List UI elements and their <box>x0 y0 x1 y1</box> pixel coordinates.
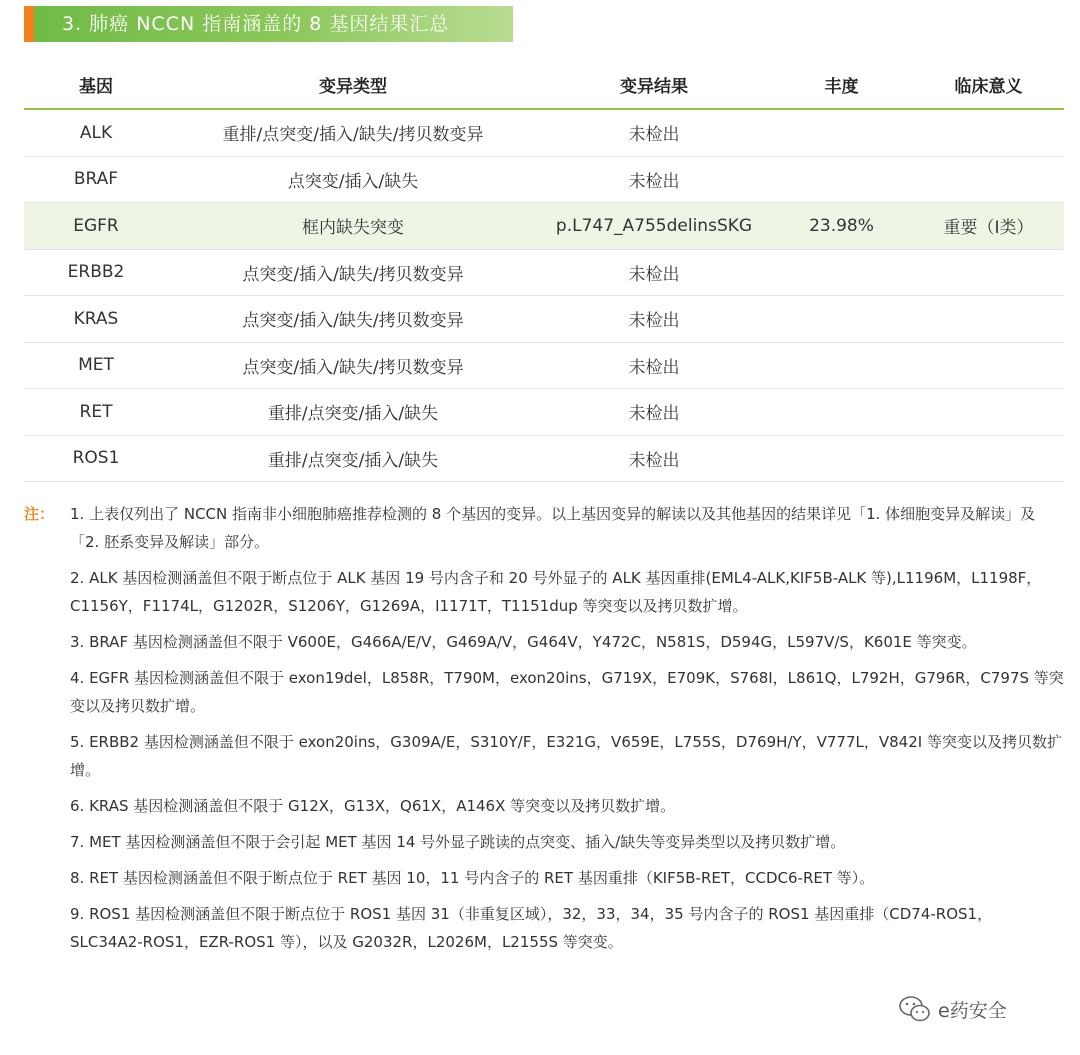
cell-variant-result: p.L747_A755delinsSKG <box>538 203 770 250</box>
cell-gene: EGFR <box>24 203 168 250</box>
cell-abundance <box>770 296 913 343</box>
note-text: 3. BRAF 基因检测涵盖但不限于 V600E，G466A/E/V，G469A/V，G464V，Y472C，N581S，D594G，L597V/S，K601E 等突变。 <box>70 633 977 651</box>
header-variant-result: 变异结果 <box>538 60 770 109</box>
cell-abundance <box>770 109 913 156</box>
cell-clinical-significance <box>913 156 1064 203</box>
table-row-highlighted <box>24 203 1064 250</box>
note-item <box>24 828 1064 856</box>
table-header-row <box>24 60 1064 109</box>
cell-variant-type: 重排/点突变/插入/缺失 <box>168 389 538 436</box>
cell-variant-result: 未检出 <box>538 389 770 436</box>
header-abundance: 丰度 <box>770 60 913 109</box>
cell-clinical-significance <box>913 249 1064 296</box>
cell-abundance <box>770 156 913 203</box>
cell-variant-result: 未检出 <box>538 109 770 156</box>
table-row <box>24 296 1064 343</box>
cell-gene: RET <box>24 389 168 436</box>
section-title: 3. 肺癌 NCCN 指南涵盖的 8 基因结果汇总 <box>62 13 450 35</box>
cell-variant-result: 未检出 <box>538 249 770 296</box>
cell-variant-type: 框内缺失突变 <box>168 203 538 250</box>
cell-variant-type: 重排/点突变/插入/缺失 <box>168 435 538 482</box>
section-header <box>24 6 513 42</box>
gene-results-table <box>24 60 1064 482</box>
cell-gene: MET <box>24 342 168 389</box>
note-item <box>24 728 1064 784</box>
cell-clinical-significance <box>913 435 1064 482</box>
notes-section <box>24 500 1064 964</box>
cell-clinical-significance: 重要（Ⅰ类） <box>913 203 1064 250</box>
cell-clinical-significance <box>913 389 1064 436</box>
note-text: 1. 上表仅列出了 NCCN 指南非小细胞肺癌推荐检测的 8 个基因的变异。以上基因变异的解读以及其他基因的结果详见「1. 体细胞变异及解读」及「2. 胚系变异及解读」部分。 <box>70 505 1036 551</box>
cell-abundance <box>770 389 913 436</box>
cell-abundance <box>770 249 913 296</box>
section-accent-bar <box>24 6 34 42</box>
watermark-text: e药安全 <box>938 999 1007 1022</box>
note-text: 7. MET 基因检测涵盖但不限于会引起 MET 基因 14 号外显子跳读的点突变、插入/缺失等变异类型以及拷贝数扩增。 <box>70 833 846 851</box>
cell-abundance: 23.98% <box>770 203 913 250</box>
cell-gene: ALK <box>24 109 168 156</box>
cell-variant-result: 未检出 <box>538 156 770 203</box>
table-row <box>24 249 1064 296</box>
note-item <box>24 500 1064 556</box>
cell-clinical-significance <box>913 342 1064 389</box>
note-item <box>24 564 1064 620</box>
cell-abundance <box>770 342 913 389</box>
header-clinical-significance: 临床意义 <box>913 60 1064 109</box>
note-text: 9. ROS1 基因检测涵盖但不限于断点位于 ROS1 基因 31（非重复区域），32，33，34，35 号内含子的 ROS1 基因重排（CD74-ROS1，SLC34A2-ROS1，EZR-ROS1 等），以及 G2032R，L2026M，L2155S 等突变。 <box>70 905 993 951</box>
cell-variant-result: 未检出 <box>538 296 770 343</box>
note-text: 5. ERBB2 基因检测涵盖但不限于 exon20ins，G309A/E，S310Y/F，E321G，V659E，L755S，D769H/Y，V777L，V842I 等突变以及拷贝数扩增。 <box>70 733 1062 779</box>
note-text: 4. EGFR 基因检测涵盖但不限于 exon19del，L858R，T790M，exon20ins，G719X，E709K，S768I，L861Q，L792H，G796R，C797S 等突变以及拷贝数扩增。 <box>70 669 1064 715</box>
cell-variant-type: 点突变/插入/缺失 <box>168 156 538 203</box>
cell-clinical-significance <box>913 109 1064 156</box>
cell-clinical-significance <box>913 296 1064 343</box>
header-variant-type: 变异类型 <box>168 60 538 109</box>
cell-variant-result: 未检出 <box>538 435 770 482</box>
note-text: 2. ALK 基因检测涵盖但不限于断点位于 ALK 基因 19 号内含子和 20 号外显子的 ALK 基因重排(EML4-ALK,KIF5B-ALK 等),L1196M，L1198F，C1156Y，F1174L，G1202R，S1206Y，G1269A，I1171T，T1151dup 等突变以及拷贝数扩增。 <box>70 569 1042 615</box>
table-row <box>24 435 1064 482</box>
notes-label: 注： <box>24 505 55 523</box>
watermark <box>898 994 1007 1024</box>
cell-variant-type: 点突变/插入/缺失/拷贝数变异 <box>168 342 538 389</box>
cell-gene: ERBB2 <box>24 249 168 296</box>
note-item <box>24 664 1064 720</box>
cell-abundance <box>770 435 913 482</box>
header-gene: 基因 <box>24 60 168 109</box>
cell-variant-result: 未检出 <box>538 342 770 389</box>
table-row <box>24 156 1064 203</box>
table-row <box>24 109 1064 156</box>
table-row <box>24 389 1064 436</box>
cell-variant-type: 点突变/插入/缺失/拷贝数变异 <box>168 249 538 296</box>
note-item <box>24 864 1064 892</box>
note-text: 8. RET 基因检测涵盖但不限于断点位于 RET 基因 10，11 号内含子的 RET 基因重排（KIF5B-RET，CCDC6-RET 等）。 <box>70 869 875 887</box>
cell-variant-type: 点突变/插入/缺失/拷贝数变异 <box>168 296 538 343</box>
note-text: 6. KRAS 基因检测涵盖但不限于 G12X，G13X，Q61X，A146X 等突变以及拷贝数扩增。 <box>70 797 676 815</box>
cell-gene: BRAF <box>24 156 168 203</box>
note-item <box>24 628 1064 656</box>
cell-gene: KRAS <box>24 296 168 343</box>
note-item <box>24 900 1064 956</box>
note-item <box>24 792 1064 820</box>
cell-gene: ROS1 <box>24 435 168 482</box>
table-row <box>24 342 1064 389</box>
cell-variant-type: 重排/点突变/插入/缺失/拷贝数变异 <box>168 109 538 156</box>
wechat-icon <box>898 995 932 1023</box>
